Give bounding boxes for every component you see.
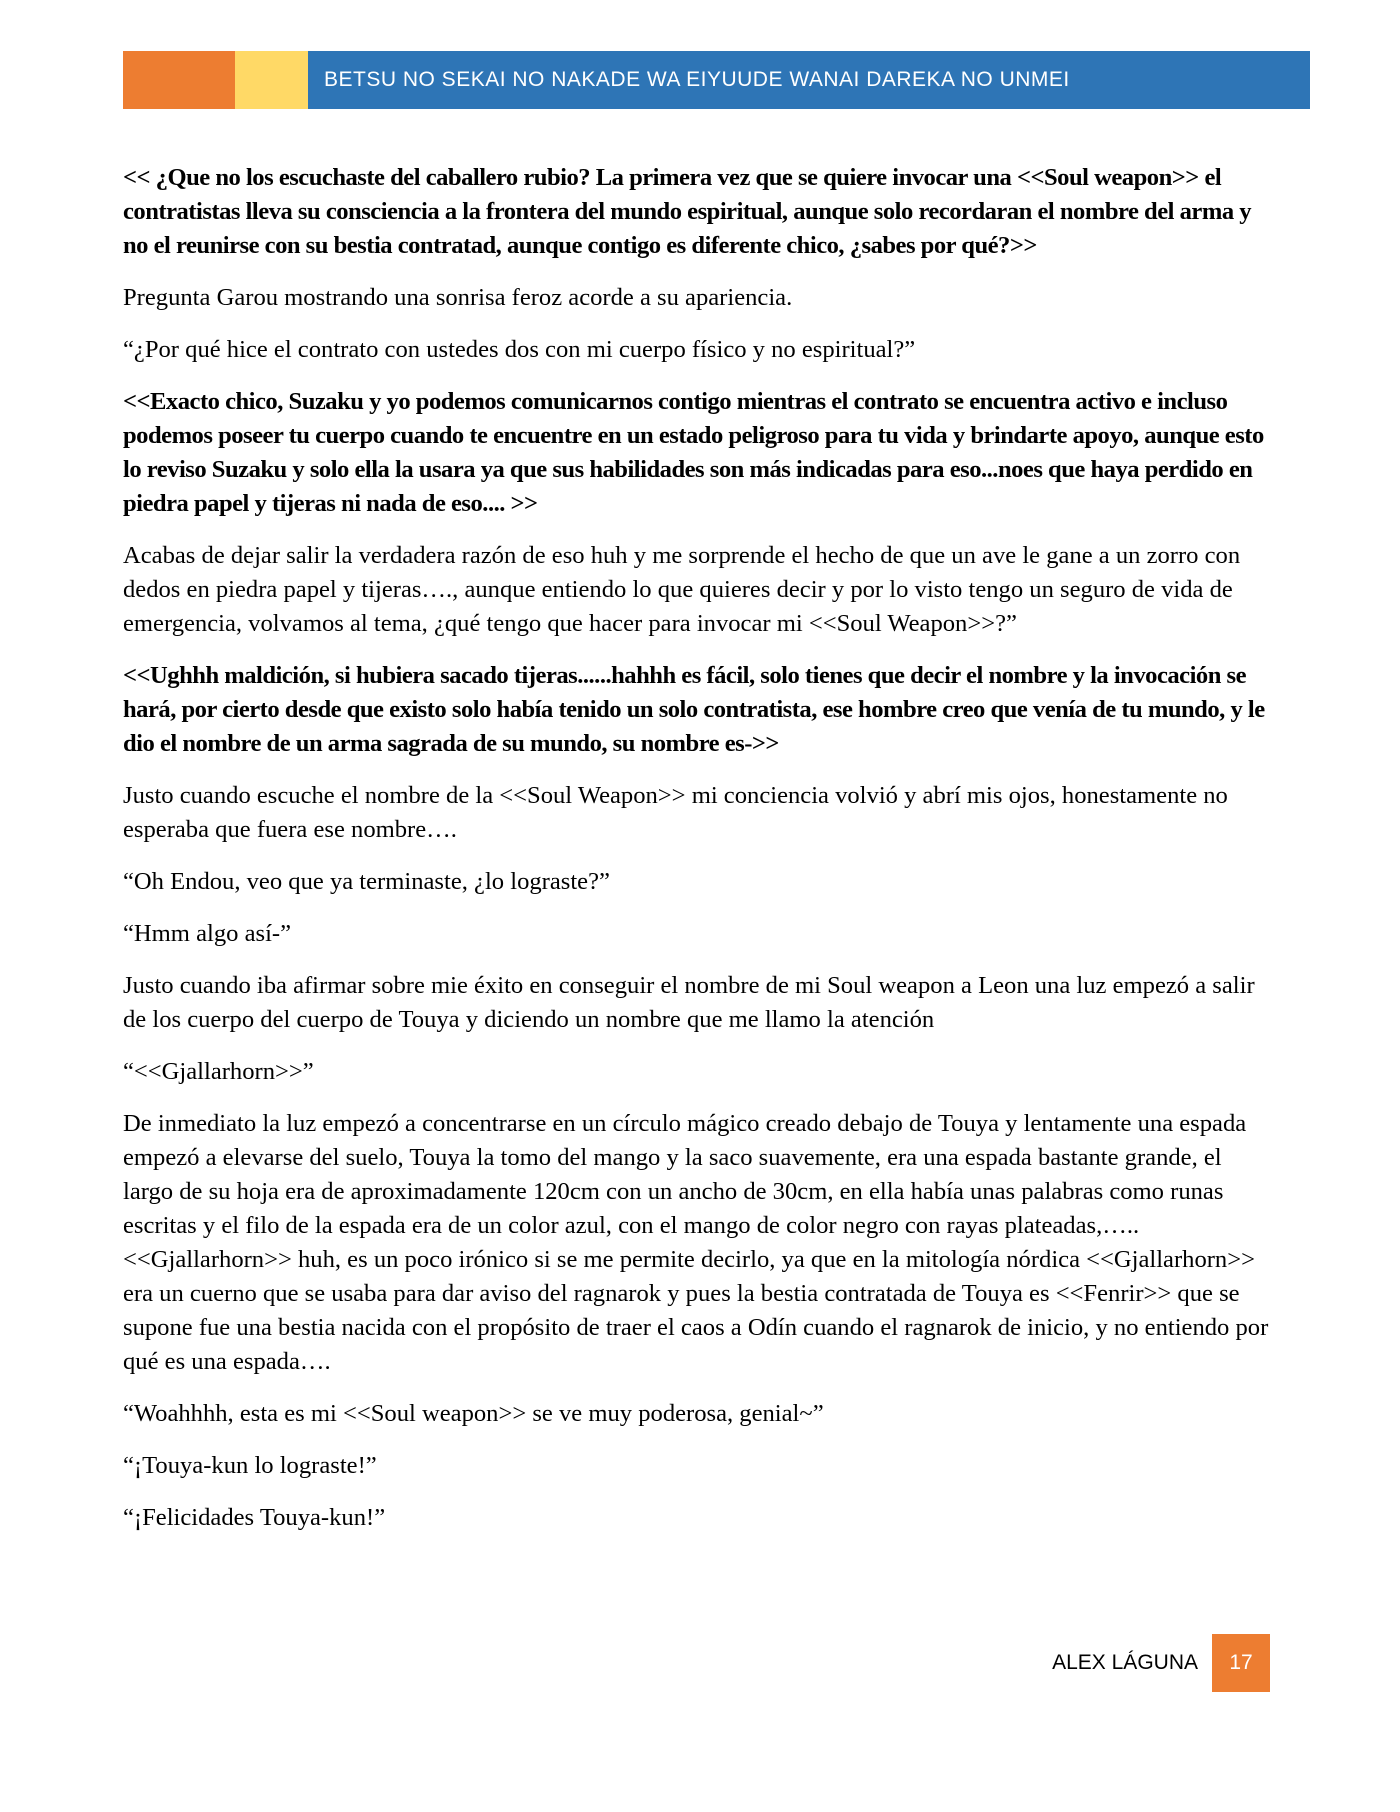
header-title: BETSU NO SEKAI NO NAKADE WA EIYUUDE WANAI DAREKA NO UNMEI — [308, 51, 1310, 109]
header-yellow-block — [235, 51, 308, 109]
footer-author: ALEX LÁGUNA — [1052, 1651, 1198, 1674]
header-orange-block — [123, 51, 235, 109]
paragraph: “¿Por qué hice el contrato con ustedes dos con mi cuerpo físico y no espiritual?” — [123, 336, 916, 363]
page-header — [123, 51, 1310, 109]
paragraph: Pregunta Garou mostrando una sonrisa feroz acorde a su apariencia. — [123, 284, 793, 311]
paragraph: “Oh Endou, veo que ya terminaste, ¿lo lograste?” — [123, 868, 610, 895]
paragraph: <<Ughhh maldición, si hubiera sacado tijeras......hahhh es fácil, solo tienes que decir el nombre y la invocación se hará, por cierto desde que existo solo había tenido un solo contratista, ese hombre creo que venía de tu mundo, y le dio el nombre de un arma sagrada de su mundo, su nombre es->> — [123, 662, 1265, 757]
paragraph: “¡Touya-kun lo lograste!” — [123, 1452, 377, 1479]
paragraph: Justo cuando iba afirmar sobre mie éxito en conseguir el nombre de mi Soul weapon a Leon una luz empezó a salir de los cuerpo del cuerpo de Touya y diciendo un nombre que me llamo la atención — [123, 972, 1255, 1033]
paragraph: <<Exacto chico, Suzaku y yo podemos comunicarnos contigo mientras el contrato se encuentra activo e incluso podemos poseer tu cuerpo cuando te encuentre en un estado peligroso para tu vida y brindarte apoyo, aunque esto lo reviso Suzaku y solo ella la usara ya que sus habilidades son más indicadas para eso...noes que haya perdido en piedra papel y tijeras ni nada de eso.... >> — [123, 388, 1264, 517]
paragraph: “<<Gjallarhorn>>” — [123, 1058, 314, 1085]
paragraph: “¡Felicidades Touya-kun!” — [123, 1504, 386, 1531]
paragraph: “Woahhhh, esta es mi <<Soul weapon>> se ve muy poderosa, genial~” — [123, 1400, 824, 1427]
page-body — [123, 161, 1273, 1553]
page-footer — [960, 1634, 1270, 1692]
page-number: 17 — [1212, 1634, 1270, 1692]
paragraph: De inmediato la luz empezó a concentrarse en un círculo mágico creado debajo de Touya y lentamente una espada empezó a elevarse del suelo, Touya la tomo del mango y la saco suavemente, era una espada bastante grande, el largo de su hoja era de aproximadamente 120cm con un ancho de 30cm, en ella había unas palabras como runas escritas y el filo de la espada era de un color azul, con el mango de color negro con rayas plateadas,….. <<Gjallarhorn>> huh, es un poco irónico si se me permite decirlo, ya que en la mitología nórdica <<Gjallarhorn>> era un cuerno que se usaba para dar aviso del ragnarok y pues la bestia contratada de Touya es <<Fenrir>> que se supone fue una bestia nacida con el propósito de traer el caos a Odín cuando el ragnarok de inicio, y no entiendo por qué es una espada…. — [123, 1110, 1269, 1375]
paragraph: Acabas de dejar salir la verdadera razón de eso huh y me sorprende el hecho de que un ave le gane a un zorro con dedos en piedra papel y tijeras…., aunque entiendo lo que quieres decir y por lo visto tengo un seguro de vida de emergencia, volvamos al tema, ¿qué tengo que hacer para invocar mi <<Soul Weapon>>?” — [123, 542, 1241, 637]
paragraph: “Hmm algo así-” — [123, 920, 292, 947]
paragraph: << ¿Que no los escuchaste del caballero rubio? La primera vez que se quiere invocar una <<Soul weapon>> el contratistas lleva su consciencia a la frontera del mundo espiritual, aunque solo recordaran el nombre del arma y no el reunirse con su bestia contratad, aunque contigo es diferente chico, ¿sabes por qué?>> — [123, 164, 1252, 259]
paragraph: Justo cuando escuche el nombre de la <<Soul Weapon>> mi conciencia volvió y abrí mis ojos, honestamente no esperaba que fuera ese nombre…. — [123, 782, 1228, 843]
